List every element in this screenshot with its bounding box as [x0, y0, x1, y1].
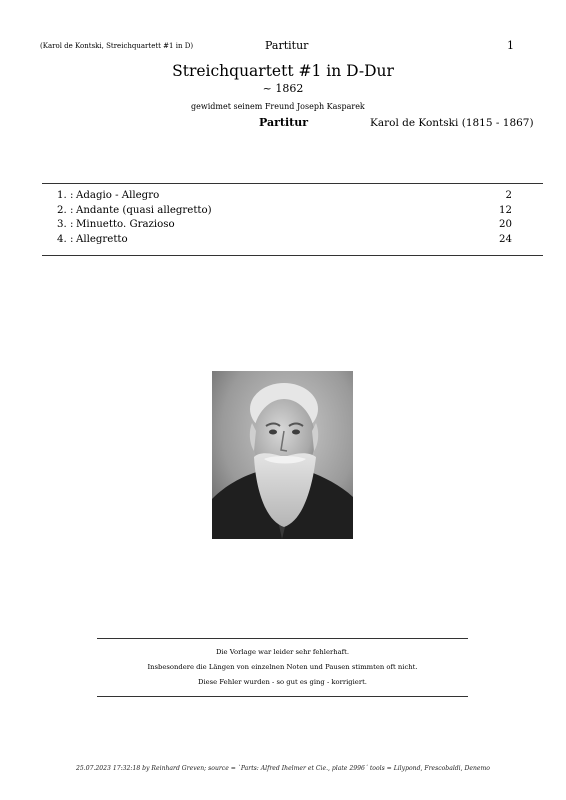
- toc-entry-title: Adagio - Allegro: [76, 190, 160, 201]
- toc-entry-number: 3. :: [57, 219, 74, 230]
- toc-entry-page: 12: [499, 205, 512, 216]
- toc-entry-page: 24: [499, 234, 512, 245]
- composer-portrait: [212, 371, 353, 539]
- header-left-text: (Karol de Kontski, Streichquartett #1 in D): [40, 42, 194, 50]
- note-line: Insbesondere die Längen von einzelnen Noten und Pausen stimmten oft nicht.: [147, 663, 418, 671]
- document-title: Streichquartett #1 in D-Dur: [172, 62, 394, 80]
- note-bottom-rule: [97, 696, 468, 697]
- toc-entry-title: Andante (quasi allegretto): [76, 205, 212, 216]
- toc-entry[interactable]: [57, 234, 512, 248]
- toc-entry-title: Minuetto. Grazioso: [76, 219, 175, 230]
- note-line: Die Vorlage war leider sehr fehlerhaft.: [215, 648, 350, 656]
- header-center-text: Partitur: [265, 39, 309, 52]
- page-number: 1: [507, 39, 514, 52]
- toc-entry-title: Allegretto: [76, 234, 128, 245]
- note-line: Diese Fehler wurden - so gut es ging - korrigiert.: [198, 678, 367, 686]
- toc-entry[interactable]: [57, 205, 512, 219]
- toc-entry-page: 2: [505, 190, 512, 201]
- toc-top-rule: [42, 183, 543, 184]
- toc-entry-number: 1. :: [57, 190, 74, 201]
- toc-entry[interactable]: [57, 190, 512, 204]
- part-label: Partitur: [259, 116, 309, 129]
- note-top-rule: [97, 638, 468, 639]
- composer-name: Karol de Kontski (1815 - 1867): [370, 117, 534, 129]
- toc-bottom-rule: [42, 255, 543, 256]
- toc-entry[interactable]: [57, 219, 512, 233]
- toc-entry-page: 20: [499, 219, 512, 230]
- toc-entry-number: 2. :: [57, 205, 74, 216]
- footer-source-line: 25.07.2023 17:32:18 by Reinhard Greven; source = `Parts: Alfred Ihelmer et Cie., plate 2996´ tools = Lilypond, Frescobaldi, Denemo: [76, 765, 490, 772]
- dedication: gewidmet seinem Freund Joseph Kasparek: [191, 102, 365, 111]
- composition-date: ~ 1862: [262, 82, 304, 95]
- toc-entry-number: 4. :: [57, 234, 74, 245]
